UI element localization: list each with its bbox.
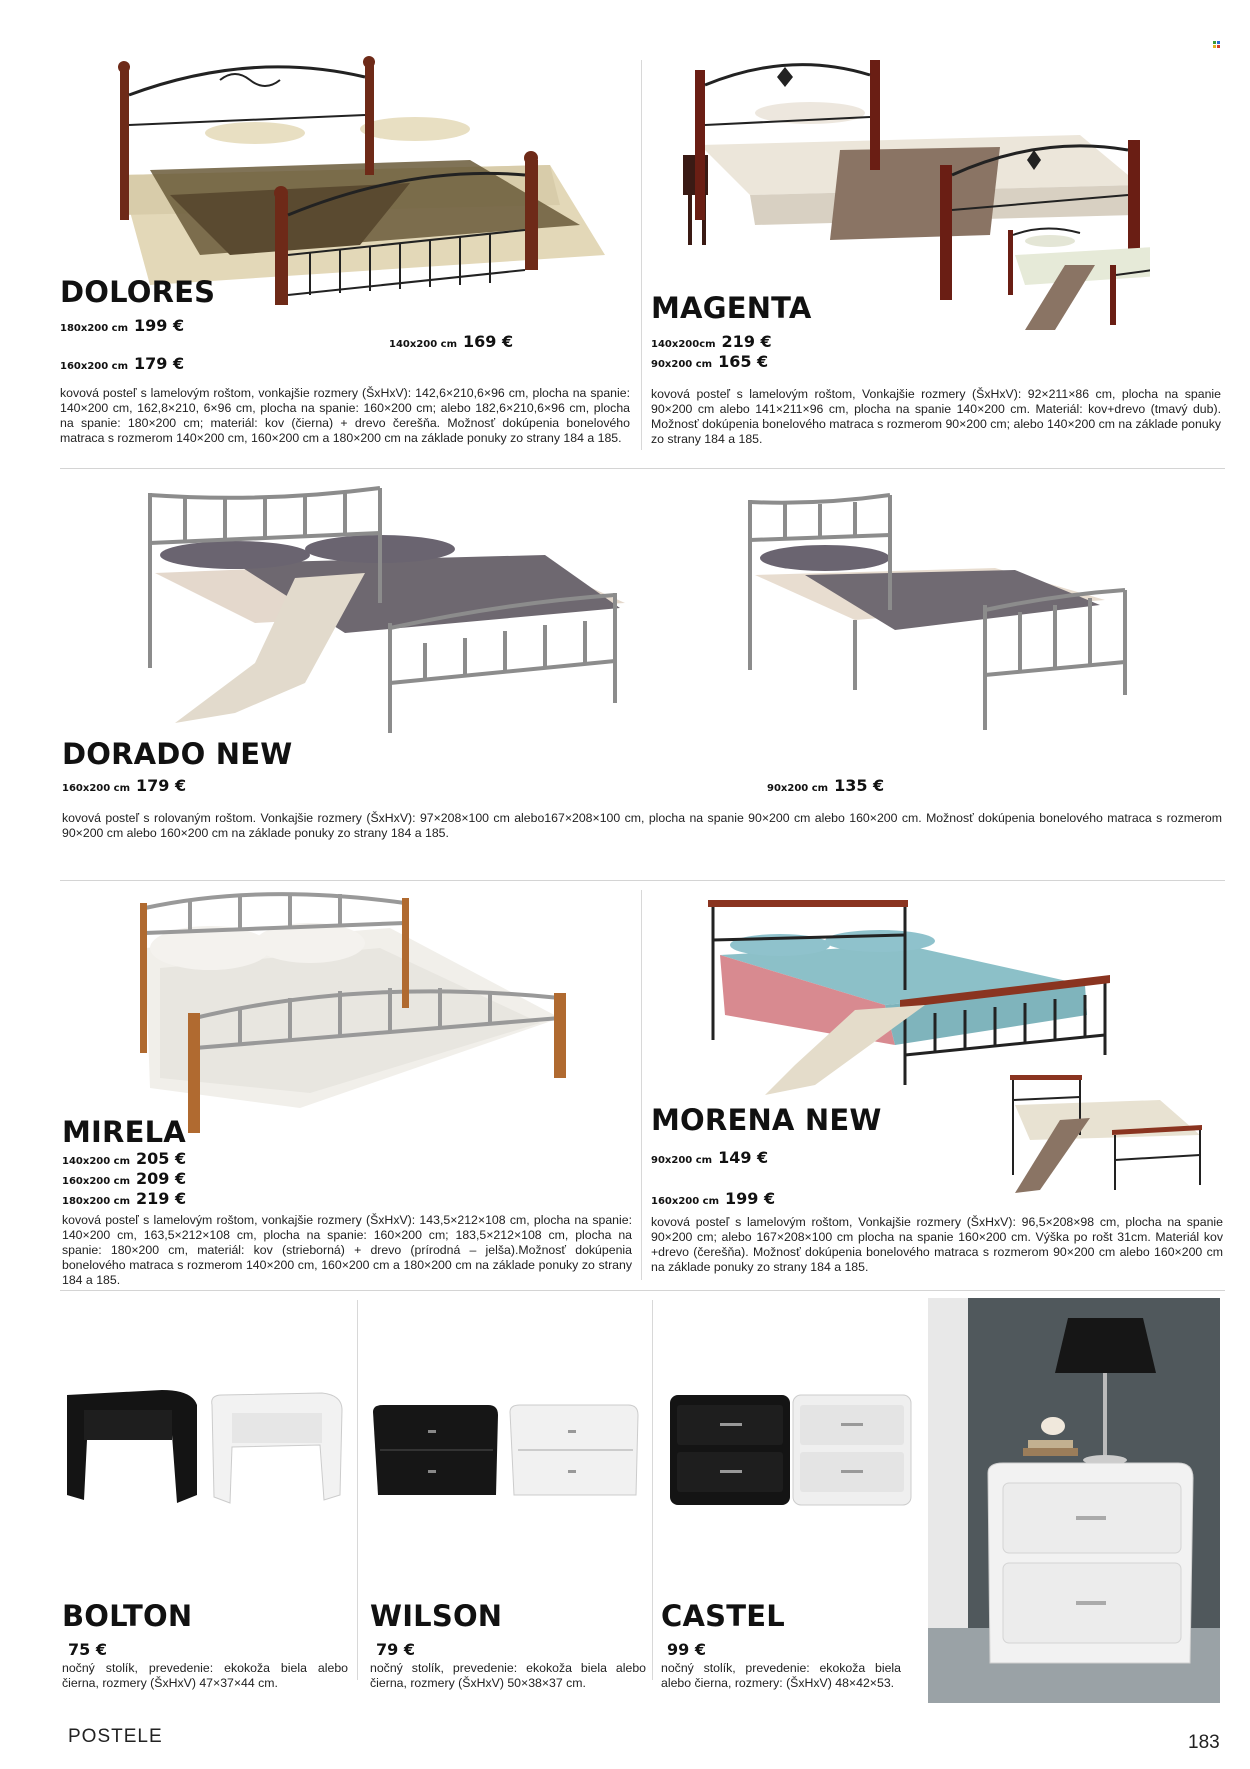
price: 165 € [718,352,769,371]
morena-bed-image [705,895,1215,1210]
price-line [62,1191,186,1208]
product-description: kovová posteľ s lamelovým roštom, vonkajšie rozmery (ŠxHxV): 143,5×212×108 cm, plocha na spanie: 140×200 cm, 163,5×212×108 cm, plocha na spanie: 160×200 cm; 183,5×212×108 cm, plocha na spanie: 180×200 cm, materiál: kov (strieborná) + drevo (prírodná – jelša).Možnosť dokúpenia bonelového matraca s rozmerom 140×200 cm, 160×200 cm a 180×200 cm na základe ponuky zo strany 184 a 185. [62,1213,632,1287]
price-line [651,334,772,351]
product-name: DORADO NEW [62,737,293,771]
castel-nightstands-image [665,1390,915,1515]
price-line [767,778,884,795]
price-line [60,318,184,335]
price: 219 € [136,1189,187,1208]
mirela-bed-image [140,888,580,1138]
price: 135 € [834,776,885,795]
price: 179 € [136,776,187,795]
column-divider [652,1300,653,1680]
price-line [62,1151,186,1168]
dorado-double-bed-image [145,483,635,738]
product-description: nočný stolík, prevedenie: ekokoža biela alebo čierna, rozmery: (ŠxHxV) 48×42×53. [661,1661,901,1690]
size-label: 90x200 cm [651,359,713,370]
product-name: MIRELA [62,1115,186,1149]
size-label: 90x200 cm [767,783,829,794]
price-line [62,778,186,795]
product-description: nočný stolík, prevedenie: ekokoža biela alebo čierna, rozmery (ŠxHxV) 50×38×37 cm. [370,1661,646,1690]
price: 179 € [134,354,185,373]
price: 79 € [376,1640,415,1659]
product-description: nočný stolík, prevedenie: ekokoža biela alebo čierna, rozmery (ŠxHxV) 47×37×44 cm. [62,1661,348,1690]
price: 219 € [721,332,772,351]
size-label: 180x200 cm [62,1196,131,1207]
size-label: 160x200 cm [651,1196,720,1207]
price-line [651,354,768,371]
price-line [651,1150,768,1167]
dorado-single-bed-image [745,490,1145,740]
size-label: 160x200 cm [60,361,129,372]
page-number: 183 [1188,1732,1220,1753]
size-label: 160x200 cm [62,1176,131,1187]
product-name: WILSON [370,1599,503,1633]
product-description: kovová posteľ s lamelovým roštom, vonkajšie rozmery (ŠxHxV): 142,6×210,6×96 cm, plocha na spanie: 140×200 cm, 162,8×210, 6×96 cm, plocha na spanie: 160×200 cm; alebo 182,6×210,6×96 cm, plocha na spanie: 180×200 cm; materiál: kov (čierna) + drevo čerešňa. Možnosť dokúpenia bonelového matraca s rozmerom 140×200 cm, 160×200 cm a 180×200 cm na základe ponuky zo strany 184 a 185. [60,386,630,445]
wilson-nightstands-image [368,1400,643,1510]
price-line [651,1191,775,1208]
dolores-bed-image [110,55,615,310]
product-description: kovová posteľ s lamelovým roštom, Vonkajšie rozmery (ŠxHxV): 96,5×208×98 cm, plocha na spanie 90×200 cm; alebo 167×208×100 cm plocha na spanie 160×200 cm. Výška po rošt 31cm. Materiál kov +drevo (čerešňa). Možnosť dokúpenia bonelového matraca s rozmerom 90×200 cm alebo 160×200 cm na základe ponuky zo strany 184 a 185. [651,1215,1223,1274]
product-name: DOLORES [60,275,216,309]
size-label: 140x200 cm [62,1156,131,1167]
price: 209 € [136,1169,187,1188]
price-line [62,1171,186,1188]
product-name: MAGENTA [651,291,812,325]
price-line [389,334,513,351]
price: 199 € [725,1189,776,1208]
product-name: MORENA NEW [651,1103,882,1137]
column-divider [641,890,642,1280]
size-label: 140x200 cm [389,339,458,350]
divider [60,880,1225,881]
column-divider [641,60,642,450]
bolton-nightstands-image [62,1385,347,1515]
size-label: 140x200cm [651,339,716,350]
size-label: 90x200 cm [651,1155,713,1166]
price: 169 € [463,332,514,351]
product-description: kovová posteľ s rolovaným roštom. Vonkajšie rozmery (ŠxHxV): 97×208×100 cm alebo167×208×100 cm, plocha na spanie 90×200 cm alebo 160×200 cm. Možnosť dokúpenia bonelového matraca s rozmerom 90×200 cm alebo 160×200 cm na základe ponuky zo strany 184 a 185. [62,811,1222,840]
price-line [60,356,184,373]
color-mark [1213,35,1220,42]
price: 99 € [667,1640,706,1659]
price: 205 € [136,1149,187,1168]
product-name: CASTEL [661,1599,785,1633]
price: 75 € [68,1640,107,1659]
price: 199 € [134,316,185,335]
size-label: 160x200 cm [62,783,131,794]
price: 149 € [718,1148,769,1167]
product-description: kovová posteľ s lamelovým roštom, Vonkajšie rozmery (ŠxHxV): 92×211×86 cm, plocha na spanie 90×200 cm alebo 141×211×96 cm, plocha na spanie 140×200 cm. Materiál: kov+drevo (tmavý dub). Možnosť dokúpenia bonelového matraca s rozmerom 90×200 cm; alebo 140×200 cm na základe ponuky zo strany 184 a 185. [651,387,1221,446]
divider [60,1290,1225,1291]
column-divider [357,1300,358,1680]
castel-room-photo [928,1298,1220,1708]
product-name: BOLTON [62,1599,193,1633]
section-label: POSTELE [68,1726,163,1747]
size-label: 180x200 cm [60,323,129,334]
divider [60,468,1225,469]
